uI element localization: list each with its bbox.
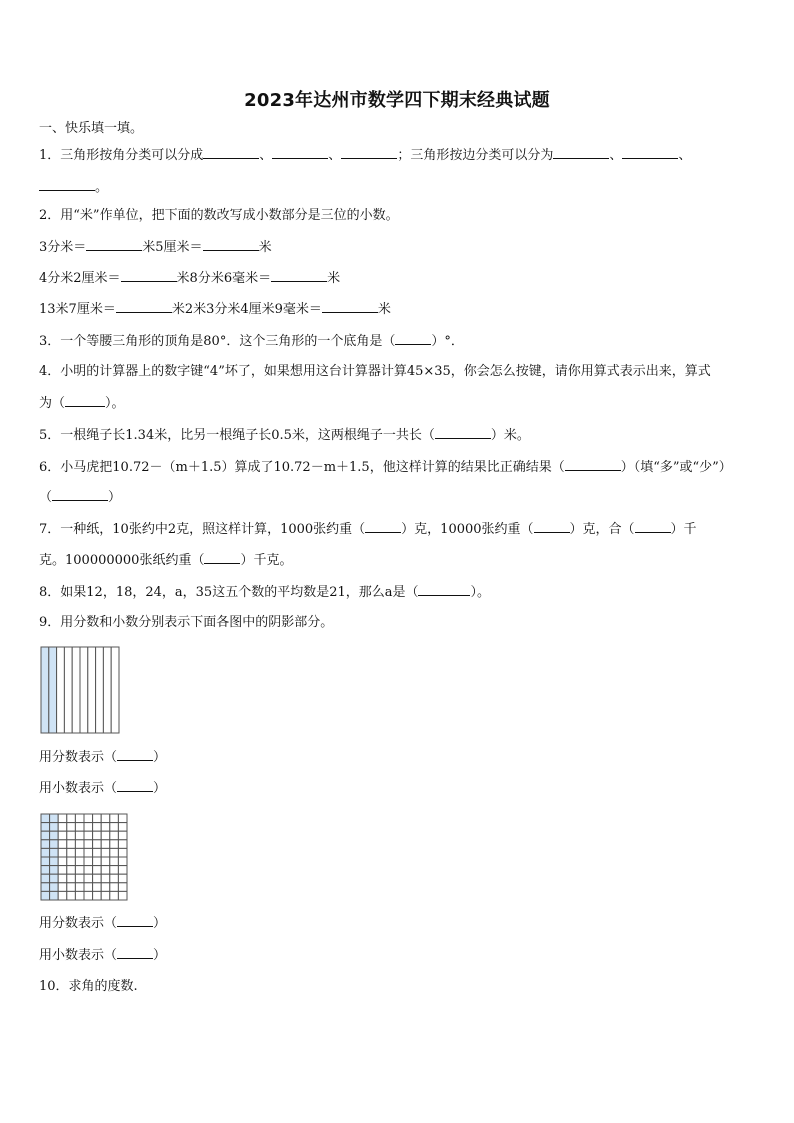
shaded-cell bbox=[50, 831, 59, 840]
empty-cell bbox=[67, 848, 76, 857]
q7-text: ）千克。 bbox=[240, 553, 293, 568]
empty-cell bbox=[84, 814, 93, 823]
q9-close: ） bbox=[153, 781, 167, 796]
question-7-cont bbox=[39, 551, 292, 570]
question-6-cont bbox=[39, 488, 121, 507]
empty-cell bbox=[118, 891, 127, 900]
shaded-cell bbox=[41, 857, 50, 866]
empty-cell bbox=[110, 831, 119, 840]
empty-cell bbox=[84, 857, 93, 866]
empty-cell bbox=[75, 891, 84, 900]
question-10: 10．求角的度数. bbox=[39, 979, 138, 994]
empty-cell bbox=[67, 883, 76, 892]
empty-cell bbox=[58, 848, 67, 857]
empty-cell bbox=[93, 823, 102, 832]
empty-strip bbox=[88, 647, 96, 733]
question-4: 4．小明的计算器上的数字键“4”坏了，如果想用这台计算器计算45×35，你会怎么按键，请你用算式表示出来，算式 bbox=[39, 364, 711, 379]
q9-close: ） bbox=[153, 750, 167, 765]
empty-cell bbox=[58, 823, 67, 832]
empty-cell bbox=[58, 840, 67, 849]
shaded-cell bbox=[50, 883, 59, 892]
question-3 bbox=[39, 332, 464, 351]
empty-cell bbox=[101, 840, 110, 849]
q2-text: 米2米3分米4厘米9毫米＝ bbox=[171, 302, 322, 317]
question-9: 9．用分数和小数分别表示下面各图中的阴影部分。 bbox=[39, 615, 334, 630]
empty-cell bbox=[58, 814, 67, 823]
empty-cell bbox=[75, 823, 84, 832]
q7-text: ）克，合（ bbox=[569, 522, 635, 537]
answer-blank[interactable] bbox=[117, 748, 153, 761]
answer-blank[interactable] bbox=[121, 269, 177, 282]
q9-close: ） bbox=[153, 948, 167, 963]
answer-blank[interactable] bbox=[204, 551, 240, 564]
shaded-cell bbox=[41, 814, 50, 823]
answer-blank[interactable] bbox=[271, 269, 327, 282]
empty-cell bbox=[110, 857, 119, 866]
answer-blank[interactable] bbox=[117, 946, 153, 959]
q2-text: 米 bbox=[327, 271, 341, 286]
empty-cell bbox=[110, 840, 119, 849]
answer-blank[interactable] bbox=[418, 583, 470, 596]
answer-blank[interactable] bbox=[435, 426, 491, 439]
answer-blank[interactable] bbox=[203, 238, 259, 251]
question-2: 2．用“米”作单位，把下面的数改写成小数部分是三位的小数。 bbox=[39, 208, 399, 223]
q7-text: ）克，10000张约重（ bbox=[401, 522, 534, 537]
answer-blank[interactable] bbox=[635, 520, 671, 533]
q1-text-a: 1．三角形按角分类可以分成 bbox=[39, 148, 204, 163]
shaded-cell bbox=[50, 891, 59, 900]
empty-cell bbox=[101, 831, 110, 840]
empty-cell bbox=[101, 883, 110, 892]
shaded-cell bbox=[41, 848, 50, 857]
q9-label: 用分数表示（ bbox=[39, 916, 118, 931]
q2-text: 4分米2厘米＝ bbox=[39, 271, 121, 286]
answer-blank[interactable] bbox=[203, 146, 259, 159]
empty-strip bbox=[96, 647, 104, 733]
shaded-cell bbox=[50, 874, 59, 883]
shaded-strip bbox=[41, 647, 49, 733]
shaded-cell bbox=[50, 866, 59, 875]
empty-cell bbox=[67, 874, 76, 883]
q1-text-mid: ；三角形按边分类可以分为 bbox=[397, 148, 554, 163]
empty-cell bbox=[110, 866, 119, 875]
shaded-cell bbox=[50, 814, 59, 823]
question-2-row-3 bbox=[39, 300, 391, 319]
shaded-cell bbox=[41, 823, 50, 832]
shaded-cell bbox=[50, 840, 59, 849]
shaded-cell bbox=[50, 857, 59, 866]
empty-cell bbox=[84, 866, 93, 875]
answer-blank[interactable] bbox=[365, 520, 401, 533]
q6-text: 6．小马虎把10.72－（m＋1.5）算成了10.72－m＋1.5，他这样计算的结果比正确结果（ bbox=[39, 460, 565, 475]
answer-blank[interactable] bbox=[534, 520, 570, 533]
answer-blank[interactable] bbox=[117, 779, 153, 792]
shaded-cell bbox=[41, 840, 50, 849]
question-4-cont bbox=[39, 394, 125, 413]
fraction-answer-1 bbox=[39, 748, 166, 767]
empty-cell bbox=[67, 840, 76, 849]
question-2-row-2 bbox=[39, 269, 340, 288]
answer-blank[interactable] bbox=[39, 178, 95, 191]
empty-cell bbox=[84, 848, 93, 857]
empty-cell bbox=[93, 883, 102, 892]
empty-cell bbox=[75, 814, 84, 823]
empty-cell bbox=[93, 831, 102, 840]
fraction-answer-2 bbox=[39, 914, 166, 933]
q1-sep: 、 bbox=[259, 148, 273, 163]
question-2-row-1 bbox=[39, 238, 272, 257]
empty-cell bbox=[110, 883, 119, 892]
empty-cell bbox=[84, 831, 93, 840]
empty-cell bbox=[58, 857, 67, 866]
empty-cell bbox=[84, 823, 93, 832]
answer-blank[interactable] bbox=[622, 146, 678, 159]
empty-cell bbox=[110, 823, 119, 832]
answer-blank[interactable] bbox=[117, 914, 153, 927]
empty-cell bbox=[58, 883, 67, 892]
empty-cell bbox=[118, 866, 127, 875]
q9-close: ） bbox=[153, 916, 167, 931]
q8-text: ）。 bbox=[470, 585, 490, 600]
empty-cell bbox=[118, 831, 127, 840]
empty-cell bbox=[93, 866, 102, 875]
q1-sep: 、 bbox=[678, 148, 692, 163]
empty-cell bbox=[58, 891, 67, 900]
shaded-cell bbox=[41, 874, 50, 883]
empty-cell bbox=[93, 857, 102, 866]
q8-text: 8．如果12，18，24，a，35这五个数的平均数是21，那么a是（ bbox=[39, 585, 419, 600]
section-heading: 一、快乐填一填。 bbox=[39, 121, 144, 136]
answer-blank[interactable] bbox=[116, 300, 172, 313]
empty-cell bbox=[118, 823, 127, 832]
q5-text: 5．一根绳子长1.34米，比另一根绳子长0.5米，这两根绳子一共长（ bbox=[39, 428, 435, 443]
q9-label: 用小数表示（ bbox=[39, 948, 118, 963]
empty-cell bbox=[84, 891, 93, 900]
empty-cell bbox=[118, 857, 127, 866]
empty-cell bbox=[118, 848, 127, 857]
empty-cell bbox=[75, 857, 84, 866]
empty-cell bbox=[67, 823, 76, 832]
q6-text: （ bbox=[39, 490, 53, 505]
empty-strip bbox=[80, 647, 88, 733]
empty-cell bbox=[75, 874, 84, 883]
answer-blank[interactable] bbox=[272, 146, 328, 159]
empty-cell bbox=[58, 874, 67, 883]
empty-cell bbox=[84, 840, 93, 849]
question-8 bbox=[39, 583, 490, 602]
empty-cell bbox=[93, 840, 102, 849]
empty-cell bbox=[118, 874, 127, 883]
q2-text: 13米7厘米＝ bbox=[39, 302, 116, 317]
empty-cell bbox=[93, 814, 102, 823]
empty-cell bbox=[67, 814, 76, 823]
q4-text: 为（ bbox=[39, 396, 66, 411]
empty-cell bbox=[84, 874, 93, 883]
question-7 bbox=[39, 520, 697, 539]
q2-text: 米8分米6毫米＝ bbox=[176, 271, 272, 286]
answer-blank[interactable] bbox=[395, 332, 431, 345]
empty-strip bbox=[57, 647, 65, 733]
q3-text: ）°． bbox=[431, 334, 464, 349]
empty-cell bbox=[84, 883, 93, 892]
question-5 bbox=[39, 426, 530, 445]
answer-blank[interactable] bbox=[553, 146, 609, 159]
hundred-grid-figure bbox=[40, 813, 128, 901]
empty-cell bbox=[58, 866, 67, 875]
empty-cell bbox=[93, 874, 102, 883]
question-1 bbox=[39, 146, 691, 165]
shaded-cell bbox=[41, 891, 50, 900]
q2-text: 米 bbox=[377, 302, 391, 317]
q6-text: ）（填“多”或“少”） bbox=[620, 460, 732, 475]
empty-cell bbox=[67, 866, 76, 875]
shaded-cell bbox=[41, 883, 50, 892]
empty-cell bbox=[101, 823, 110, 832]
empty-cell bbox=[101, 874, 110, 883]
question-6 bbox=[39, 458, 732, 477]
empty-cell bbox=[101, 891, 110, 900]
q1-end: 。 bbox=[95, 180, 109, 195]
empty-cell bbox=[75, 831, 84, 840]
empty-cell bbox=[93, 848, 102, 857]
empty-cell bbox=[118, 840, 127, 849]
empty-cell bbox=[101, 857, 110, 866]
q4-text: ）。 bbox=[105, 396, 125, 411]
q9-label: 用小数表示（ bbox=[39, 781, 118, 796]
empty-cell bbox=[110, 891, 119, 900]
shaded-cell bbox=[50, 848, 59, 857]
q7-text: 克。100000000张纸约重（ bbox=[39, 553, 205, 568]
answer-blank[interactable] bbox=[86, 238, 142, 251]
empty-cell bbox=[58, 831, 67, 840]
bar-strip-figure bbox=[40, 646, 122, 734]
empty-strip bbox=[103, 647, 111, 733]
q7-text: 7．一种纸，10张约中2克，照这样计算，1000张约重（ bbox=[39, 522, 366, 537]
empty-cell bbox=[101, 866, 110, 875]
empty-cell bbox=[75, 840, 84, 849]
q2-text: 米5厘米＝ bbox=[142, 240, 203, 255]
empty-cell bbox=[67, 831, 76, 840]
shaded-cell bbox=[41, 831, 50, 840]
q7-text: ）千 bbox=[670, 522, 697, 537]
q6-text: ） bbox=[108, 490, 122, 505]
answer-blank[interactable] bbox=[52, 488, 108, 501]
shaded-cell bbox=[50, 823, 59, 832]
empty-cell bbox=[110, 814, 119, 823]
decimal-answer-2 bbox=[39, 946, 166, 965]
empty-strip bbox=[72, 647, 80, 733]
empty-cell bbox=[110, 848, 119, 857]
answer-blank[interactable] bbox=[65, 394, 105, 407]
q1-sep: 、 bbox=[609, 148, 623, 163]
answer-blank[interactable] bbox=[322, 300, 378, 313]
question-1-cont bbox=[39, 178, 108, 197]
empty-cell bbox=[118, 883, 127, 892]
q9-label: 用分数表示（ bbox=[39, 750, 118, 765]
empty-cell bbox=[75, 848, 84, 857]
answer-blank[interactable] bbox=[341, 146, 397, 159]
empty-cell bbox=[101, 814, 110, 823]
empty-strip bbox=[64, 647, 72, 733]
empty-cell bbox=[118, 814, 127, 823]
shaded-strip bbox=[49, 647, 57, 733]
empty-cell bbox=[101, 848, 110, 857]
shaded-cell bbox=[41, 866, 50, 875]
decimal-answer-1 bbox=[39, 779, 166, 798]
q3-text: 3．一个等腰三角形的顶角是80°．这个三角形的一个底角是（ bbox=[39, 334, 396, 349]
empty-cell bbox=[67, 857, 76, 866]
page-title: 2023年达州市数学四下期末经典试题 bbox=[244, 90, 550, 111]
q2-text: 3分米＝ bbox=[39, 240, 87, 255]
empty-cell bbox=[93, 891, 102, 900]
empty-cell bbox=[75, 866, 84, 875]
empty-cell bbox=[110, 874, 119, 883]
q1-sep: 、 bbox=[328, 148, 342, 163]
answer-blank[interactable] bbox=[565, 458, 621, 471]
empty-cell bbox=[67, 891, 76, 900]
q2-text: 米 bbox=[258, 240, 272, 255]
empty-strip bbox=[111, 647, 119, 733]
empty-cell bbox=[75, 883, 84, 892]
q5-text: ）米。 bbox=[490, 428, 530, 443]
